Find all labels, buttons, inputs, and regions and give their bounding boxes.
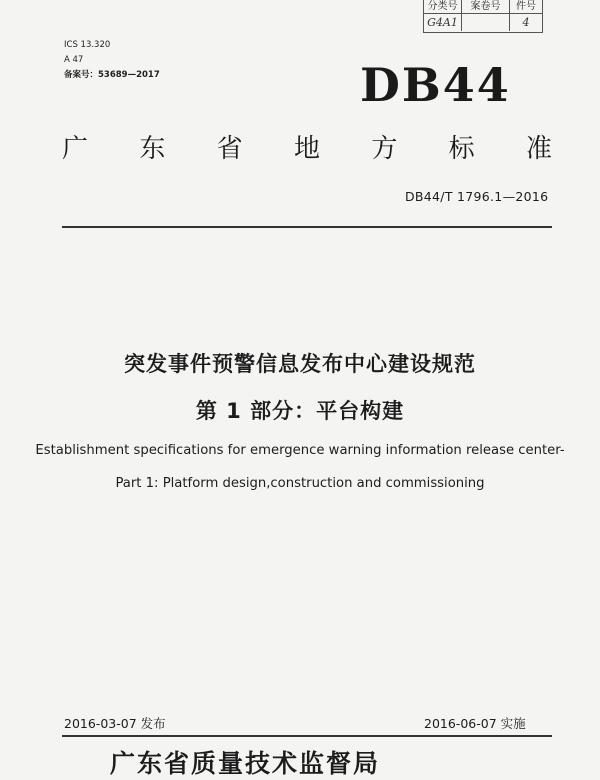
record-number: 备案号：53689—2017	[64, 70, 160, 80]
issue-date: 2016-03-07 发布	[64, 716, 166, 731]
standard-name-char: 东	[139, 134, 166, 164]
standard-name-char: 方	[371, 134, 398, 164]
title-english-line2: Part 1: Platform design,construction and commissioning	[115, 476, 485, 491]
standard-name-char: 准	[525, 134, 552, 164]
implement-date: 2016-06-07 实施	[424, 716, 526, 731]
stamp-value-category: G4A1	[424, 14, 462, 31]
title-chinese-main: 突发事件预警信息发布中心建设规范	[124, 352, 476, 376]
standard-logo: DB44	[360, 58, 511, 112]
stamp-value-item: 4	[522, 16, 530, 29]
standard-name-char: 广	[62, 134, 89, 164]
footer-divider	[62, 735, 552, 737]
classification-meta	[64, 38, 160, 83]
ics-code: ICS 13.320	[64, 40, 111, 50]
standard-name-char: 地	[293, 134, 320, 164]
stamp-value-volume	[462, 14, 510, 31]
ccs-code: A 47	[64, 55, 84, 65]
title-english-line1: Establishment specifications for emergence warning information release center-	[35, 443, 565, 458]
stamp-header-category: 分类号	[424, 0, 462, 14]
stamp-header-volume: 案卷号	[462, 0, 510, 14]
standard-number: DB44/T 1796.1—2016	[405, 189, 549, 204]
standard-name-char: 省	[216, 134, 243, 164]
archive-stamp	[423, 0, 543, 33]
standard-category-name	[62, 128, 552, 165]
title-chinese-part: 第 1 部分：平台构建	[195, 399, 405, 423]
issuing-authority: 广东省质量技术监督局	[110, 749, 381, 778]
standard-name-char: 标	[448, 134, 475, 164]
header-divider	[62, 226, 552, 228]
stamp-header-item: 件号	[510, 0, 542, 14]
